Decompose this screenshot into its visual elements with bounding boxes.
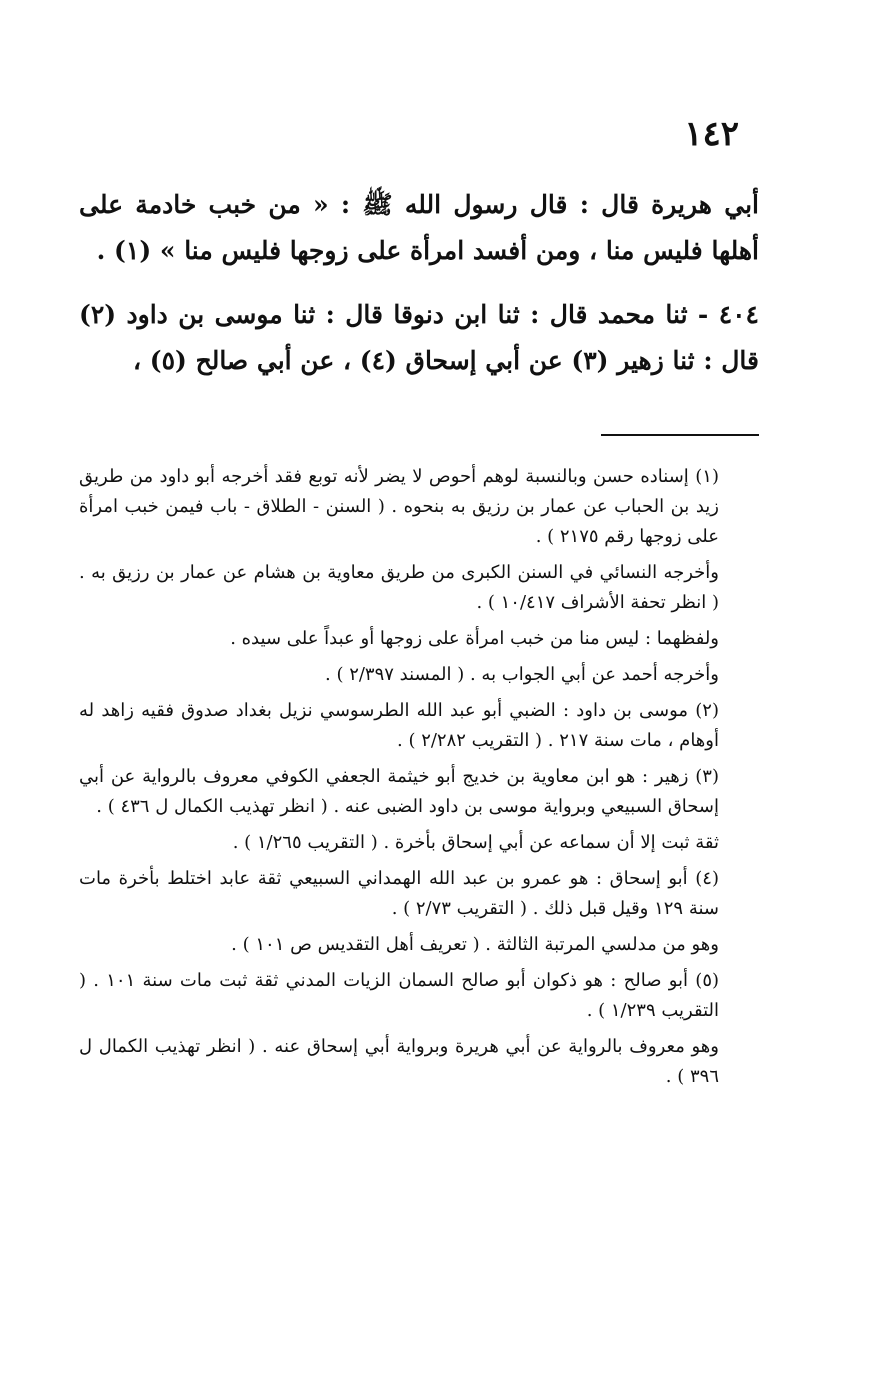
footnote-3: (٣) زهير : هو ابن معاوية بن خديج أبو خيثمة الجعفي الكوفي معروف بالرواية عن أبي إسحاق السبيعي وبرواية موسى بن داود الضبى عنه . ( انظر تهذيب الكمال ل ٤٣٦ ) . [79, 766, 719, 817]
page-number: ١٤٢ [684, 114, 739, 154]
footnote-1-cont-lafz: ولفظهما : ليس منا من خبب امرأة على زوجها أو عبداً على سيده . [230, 628, 719, 649]
footnote-1-cont-ahmad: وأخرجه أحمد عن أبي الجواب به . ( المسند ٢/٣٩٧ ) . [325, 664, 719, 685]
footnote-1: (١) إسناده حسن وبالنسبة لوهم أحوص لا يضر لأنه توبع فقد أخرجه أبو داود من طريق زيد بن الحباب عن عمار بن رزيق به بنحوه . ( السنن - الطلاق - باب فيمن خبب امرأة على زوجها رقم ٢١٧٥ ) . [79, 466, 719, 547]
footnote-4: (٤) أبو إسحاق : هو عمرو بن عبد الله الهمداني السبيعي ثقة عابد اختلط بأخرة مات سنة ١٢٩ وقيل قبل ذلك . ( التقريب ٢/٧٣ ) . [79, 868, 719, 919]
footnote-3-cont: ثقة ثبت إلا أن سماعه عن أبي إسحاق بأخرة . ( التقريب ١/٢٦٥ ) . [232, 832, 719, 853]
main-paragraph-isnad: ٤٠٤ - ثنا محمد قال : ثنا ابن دنوقا قال : ثنا موسى بن داود (٢) قال : ثنا زهير (٣) عن أبي إسحاق (٤) ، عن أبي صالح (٥) ، [79, 300, 759, 375]
footnote-separator [601, 434, 759, 436]
footnote-5: (٥) أبو صالح : هو ذكوان أبو صالح السمان الزيات المدني ثقة ثبت مات سنة ١٠١ . ( التقريب ١/٢٣٩ ) . [79, 970, 720, 1021]
main-text [79, 182, 759, 384]
main-paragraph-hadith: أبي هريرة قال : قال رسول الله ﷺ : « من خبب خادمة على أهلها فليس منا ، ومن أفسد امرأة على زوجها فليس منا » (١) . [79, 190, 759, 265]
footnote-2: (٢) موسى بن داود : الضبي أبو عبد الله الطرسوسي نزيل بغداد صدوق فقيه زاهد له أوهام ، مات سنة ٢١٧ . ( التقريب ٢/٢٨٢ ) . [79, 700, 719, 751]
footnotes [79, 462, 759, 1092]
footnote-1-cont-nasai: وأخرجه النسائي في السنن الكبرى من طريق معاوية بن هشام عن عمار بن رزيق به . ( انظر تحفة الأشراف ١٠/٤١٧ ) . [79, 562, 719, 613]
footnote-4-cont: وهو من مدلسي المرتبة الثالثة . ( تعريف أهل التقديس ص ١٠١ ) . [231, 934, 719, 955]
footnote-5-cont: وهو معروف بالرواية عن أبي هريرة وبرواية أبي إسحاق عنه . ( انظر تهذيب الكمال ل ٣٩٦ ) . [79, 1036, 719, 1087]
